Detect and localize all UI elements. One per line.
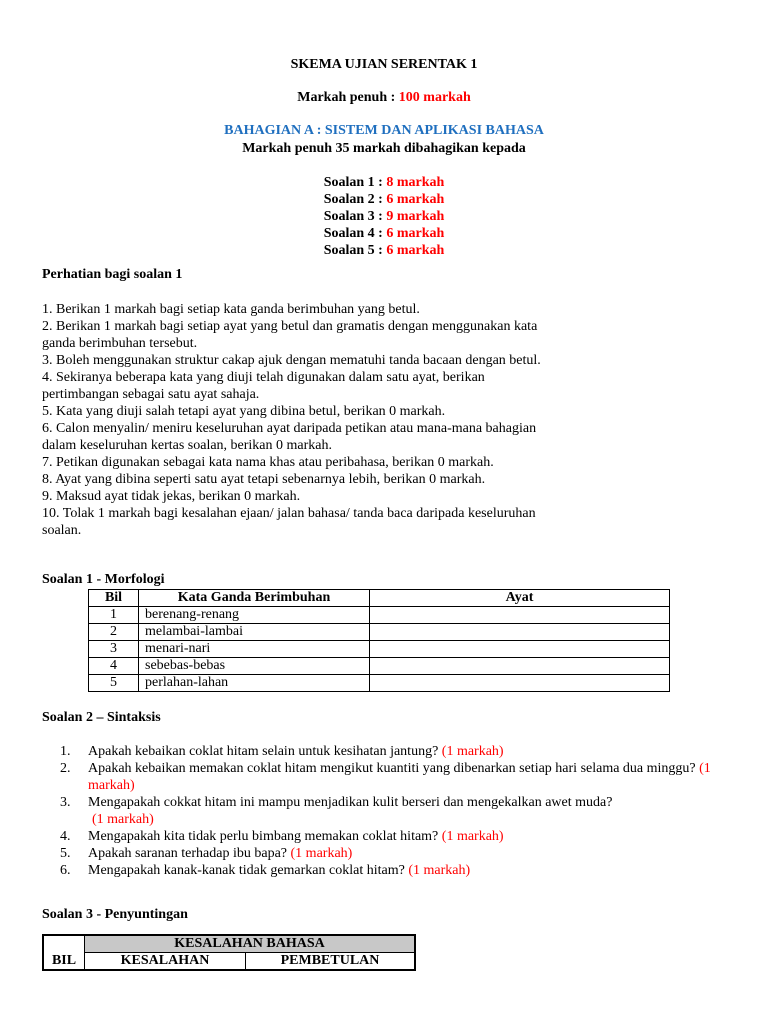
ayat-cell — [370, 607, 670, 624]
marks-line: Soalan 5 : 6 markah — [323, 243, 445, 258]
col-pembetulan: PEMBETULAN — [246, 953, 416, 971]
note-line: 2. Berikan 1 markah bagi setiap ayat yang betul dan gramatis dengan menggunakan kata — [42, 319, 538, 334]
table-row: 5 perlahan-lahan — [89, 675, 670, 692]
section-title: BAHAGIAN A : SISTEM DAN APLIKASI BAHASA — [224, 123, 544, 138]
col-bil: Bil — [89, 590, 139, 607]
marks-line: Soalan 1 : 8 markah — [323, 175, 445, 190]
table-row: 1 berenang-renang — [89, 607, 670, 624]
marks-breakdown — [0, 174, 768, 259]
note-line: 10. Tolak 1 markah bagi kesalahan ejaan/ jalan bahasa/ tanda baca daripada keseluruhan — [42, 506, 536, 521]
soalan2-heading: Soalan 2 – Sintaksis — [42, 710, 161, 725]
note-line: 4. Sekiranya beberapa kata yang diuji telah digunakan dalam satu ayat, berikan — [42, 370, 485, 385]
note-line: 7. Petikan digunakan sebagai kata nama khas atau peribahasa, berikan 0 markah. — [42, 455, 494, 470]
ayat-cell — [370, 658, 670, 675]
note-line: 8. Ayat yang dibina seperti satu ayat tetapi sebenarnya lebih, berikan 0 markah. — [42, 472, 486, 487]
col-group-kesalahan-bahasa: KESALAHAN BAHASA — [85, 935, 416, 953]
soalan3-heading: Soalan 3 - Penyuntingan — [42, 907, 188, 922]
col-kesalahan: KESALAHAN — [85, 953, 246, 971]
morfologi-table — [88, 589, 670, 692]
note-line: ganda berimbuhan tersebut. — [42, 336, 198, 351]
col-ayat: Ayat — [370, 590, 670, 607]
list-item: 6. Mengapakah kanak-kanak tidak gemarkan coklat hitam? (1 markah) — [60, 863, 471, 878]
list-item: 1. Apakah kebaikan coklat hitam selain untuk kesihatan jantung? (1 markah) — [60, 744, 504, 759]
note-line: 6. Calon menyalin/ meniru keseluruhan ayat daripada petikan atau mana-mana bahagian — [42, 421, 537, 436]
note-line: 9. Maksud ayat tidak jekas, berikan 0 markah. — [42, 489, 301, 504]
note-line: 3. Boleh menggunakan struktur cakap ajuk dengan mematuhi tanda bacaan dengan betul. — [42, 353, 541, 368]
soalan1-heading: Soalan 1 - Morfologi — [42, 572, 165, 587]
marks-line: Soalan 2 : 6 markah — [323, 192, 445, 207]
ayat-cell — [370, 624, 670, 641]
notes-list — [42, 301, 541, 539]
table-row: 4 sebebas-bebas — [89, 658, 670, 675]
ayat-cell — [370, 675, 670, 692]
section-subtitle: Markah penuh 35 markah dibahagikan kepada — [242, 141, 526, 156]
note-line: pertimbangan sebagai satu ayat sahaja. — [42, 387, 260, 402]
sintaksis-list — [60, 743, 720, 879]
table-row: 2 melambai-lambai — [89, 624, 670, 641]
marks-line: Soalan 4 : 6 markah — [323, 226, 445, 241]
col-kata-ganda: Kata Ganda Berimbuhan — [139, 590, 370, 607]
penyuntingan-table — [42, 934, 416, 971]
notes-heading: Perhatian bagi soalan 1 — [42, 267, 183, 282]
col-bil: BIL — [43, 935, 85, 970]
list-item: 4. Mengapakah kita tidak perlu bimbang memakan coklat hitam? (1 markah) — [60, 829, 504, 844]
table-header-row — [89, 590, 670, 607]
marks-line: Soalan 3 : 9 markah — [323, 209, 445, 224]
list-item: 5. Apakah saranan terhadap ibu bapa? (1 markah) — [60, 846, 353, 861]
table-row: 3 menari-nari — [89, 641, 670, 658]
full-marks — [0, 90, 768, 106]
note-line: 1. Berikan 1 markah bagi setiap kata ganda berimbuhan yang betul. — [42, 302, 420, 317]
full-marks-label: Markah penuh : — [297, 90, 399, 105]
list-item: 2. Apakah kebaikan memakan coklat hitam mengikut kuantiti yang dibenarkan setiap hari selama dua minggu? (1 markah) — [60, 761, 711, 793]
full-marks-value: 100 markah — [398, 90, 471, 105]
doc-title: SKEMA UJIAN SERENTAK 1 — [290, 57, 478, 72]
note-line: dalam keseluruhan kertas soalan, berikan 0 markah. — [42, 438, 333, 453]
list-item: 3. Mengapakah cokkat hitam ini mampu menjadikan kulit berseri dan mengekalkan awet muda? (1 markah) — [60, 795, 613, 827]
ayat-cell — [370, 641, 670, 658]
note-line: soalan. — [42, 523, 82, 538]
note-line: 5. Kata yang diuji salah tetapi ayat yang dibina betul, berikan 0 markah. — [42, 404, 446, 419]
